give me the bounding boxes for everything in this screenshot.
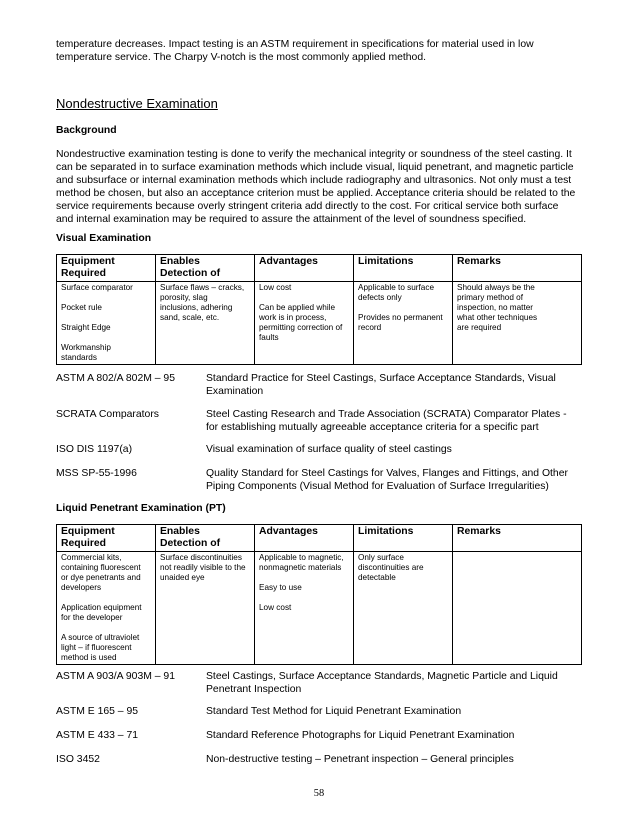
cell-limitations: [354, 552, 453, 665]
visual-heading: Visual Examination: [56, 233, 152, 244]
cell-advantages: [255, 552, 354, 665]
cell-line: unaided eye: [160, 573, 205, 582]
cell-line: what other techniques: [457, 313, 538, 322]
cell-line: Low cost: [259, 603, 292, 612]
cell-line: permitting correction of: [259, 323, 343, 332]
cell-line: defects only: [358, 293, 402, 302]
cell-line: work is in process,: [259, 313, 327, 322]
cell-line: Only surface: [358, 553, 404, 562]
cell-line: are required: [457, 323, 502, 332]
cell-line: Surface flaws – cracks,: [160, 283, 245, 292]
section-title: Nondestructive Examination: [56, 96, 218, 111]
cell-equipment: [57, 552, 156, 665]
background-line: and subsurface or internal examination methods which include radiography and ultrasonics. Not only must a test: [56, 175, 572, 186]
standard-desc: Visual examination of surface quality of steel castings: [206, 444, 452, 455]
header-enables: Enables Detection of: [156, 525, 255, 552]
cell-limitations: [354, 282, 453, 365]
cell-remarks: [453, 552, 582, 665]
cell-line: Pocket rule: [61, 303, 102, 312]
standard-desc: Steel Casting Research and Trade Association (SCRATA) Comparator Plates - for establishing mutually agreeable acceptance criteria for a specific part: [206, 409, 567, 433]
cell-line: [259, 293, 349, 303]
visual-table: [56, 254, 582, 365]
standard-code: ASTM A 802/A 802M – 95: [56, 373, 175, 384]
table-header-row: [57, 525, 582, 552]
standard-code: MSS SP-55-1996: [56, 468, 137, 479]
standard-code: ISO 3452: [56, 754, 100, 765]
cell-line: [61, 593, 151, 603]
header-advantages: Advantages: [255, 255, 354, 282]
cell-line: Surface discontinuities: [160, 553, 242, 562]
cell-line: method is used: [61, 653, 117, 662]
page-number: 58: [313, 788, 325, 799]
standard-desc: Non-destructive testing – Penetrant inspection – General principles: [206, 754, 514, 765]
standard-desc: Standard Reference Photographs for Liquid Penetrant Examination: [206, 730, 515, 741]
cell-line: inclusions, adhering: [160, 303, 233, 312]
standard-code: SCRATA Comparators: [56, 409, 159, 420]
background-line: and internal examination may be required to assure the attainment of the level of soundness specified.: [56, 214, 527, 225]
intro-line: temperature service. The Charpy V-notch is the most commonly applied method.: [56, 52, 427, 63]
cell-line: Should always be the: [457, 283, 535, 292]
cell-line: [61, 313, 151, 323]
cell-line: Easy to use: [259, 583, 302, 592]
cell-line: Surface comparator: [61, 283, 133, 292]
background-line: Nondestructive examination testing is done to verify the mechanical integrity or soundness of the steel casting. It: [56, 149, 572, 160]
penetrant-table: [56, 524, 582, 665]
cell-line: inspection, no matter: [457, 303, 534, 312]
cell-line: containing fluorescent: [61, 563, 141, 572]
cell-advantages: [255, 282, 354, 365]
cell-line: [358, 303, 448, 313]
cell-line: [61, 293, 151, 303]
background-paragraph: [56, 148, 584, 226]
standard-code: ASTM E 433 – 71: [56, 730, 139, 741]
standard-code: ISO DIS 1197(a): [56, 444, 133, 455]
cell-line: Low cost: [259, 283, 292, 292]
cell-line: [259, 593, 349, 603]
cell-line: light – if fluorescent: [61, 643, 132, 652]
cell-line: Applicable to surface: [358, 283, 435, 292]
cell-line: A source of ultraviolet: [61, 633, 140, 642]
cell-line: faults: [259, 333, 279, 342]
cell-line: or dye penetrants and: [61, 573, 141, 582]
cell-line: Commercial kits,: [61, 553, 122, 562]
cell-line: not readily visible to the: [160, 563, 246, 572]
header-enables: Enables Detection of: [156, 255, 255, 282]
standard-code: ASTM A 903/A 903M – 91: [56, 671, 175, 682]
background-line: service requirements because overly stringent criteria add directly to the cost. For critical service both surface: [56, 201, 559, 212]
cell-line: Can be applied while: [259, 303, 336, 312]
cell-enables: [156, 552, 255, 665]
background-heading: Background: [56, 125, 117, 136]
background-line: can be separated in to surface examination methods which include visual, liquid penetrant, and magnetic particle: [56, 162, 574, 173]
standard-desc: Quality Standard for Steel Castings for Valves, Flanges and Fittings, and Other Piping Components (Visual Method for Evaluation of Surface Irregularities): [206, 468, 568, 492]
table-header-row: [57, 255, 582, 282]
standard-desc: Standard Practice for Steel Castings, Surface Acceptance Standards, Visual Examination: [206, 373, 556, 397]
standard-code: ASTM E 165 – 95: [56, 706, 139, 717]
cell-line: discontinuities are: [358, 563, 424, 572]
cell-line: [61, 623, 151, 633]
background-line: method be chosen, but also an acceptance criterion must be applied. Acceptance criteria should be related to the: [56, 188, 576, 199]
standard-desc: Standard Test Method for Liquid Penetrant Examination: [206, 706, 462, 717]
table-row: [57, 282, 582, 365]
cell-line: [61, 333, 151, 343]
cell-line: for the developer: [61, 613, 123, 622]
cell-enables: [156, 282, 255, 365]
cell-equipment: [57, 282, 156, 365]
cell-line: Provides no permanent: [358, 313, 443, 322]
header-equipment: Equipment Required: [57, 525, 156, 552]
cell-line: Application equipment: [61, 603, 142, 612]
header-limitations: Limitations: [354, 255, 453, 282]
cell-line: standards: [61, 353, 97, 362]
header-equipment: Equipment Required: [57, 255, 156, 282]
cell-line: record: [358, 323, 382, 332]
cell-line: Workmanship: [61, 343, 111, 352]
cell-line: sand, scale, etc.: [160, 313, 220, 322]
cell-remarks: [453, 282, 582, 365]
standard-desc: Steel Castings, Surface Acceptance Standards, Magnetic Particle and Liquid Penetrant Inspection: [206, 671, 558, 695]
cell-line: nonmagnetic materials: [259, 563, 342, 572]
cell-line: developers: [61, 583, 102, 592]
header-remarks: Remarks: [453, 525, 582, 552]
table-row: [57, 552, 582, 665]
cell-line: detectable: [358, 573, 396, 582]
intro-paragraph: [56, 38, 584, 64]
cell-line: [259, 573, 349, 583]
intro-line: temperature decreases. Impact testing is an ASTM requirement in specifications for material used in low: [56, 39, 534, 50]
cell-line: primary method of: [457, 293, 523, 302]
header-advantages: Advantages: [255, 525, 354, 552]
header-remarks: Remarks: [453, 255, 582, 282]
penetrant-heading: Liquid Penetrant Examination (PT): [56, 503, 226, 514]
cell-line: Straight Edge: [61, 323, 111, 332]
cell-line: porosity, slag: [160, 293, 208, 302]
cell-line: Applicable to magnetic,: [259, 553, 344, 562]
header-limitations: Limitations: [354, 525, 453, 552]
